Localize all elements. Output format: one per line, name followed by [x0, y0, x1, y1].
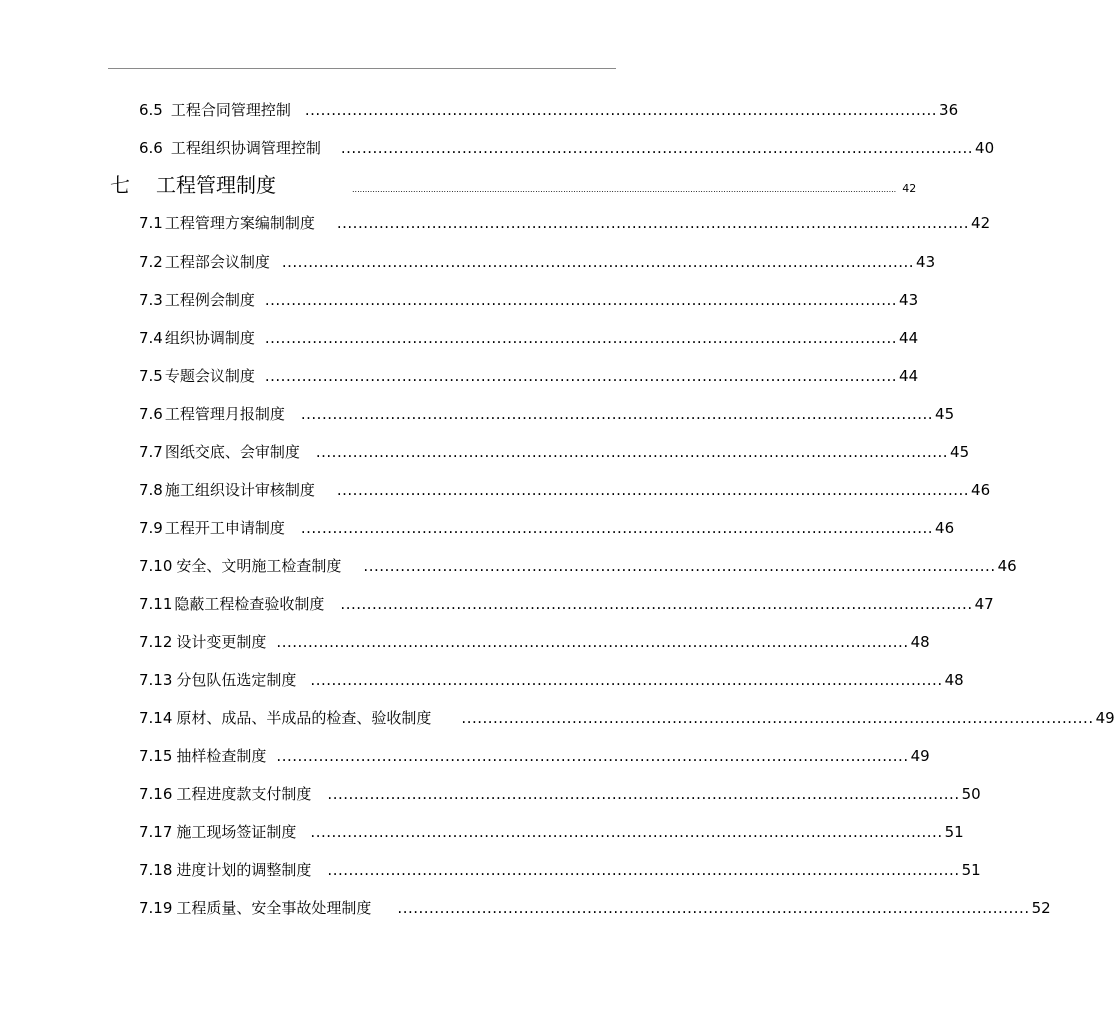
- toc-entry-page: 43: [899, 291, 919, 309]
- dot-leader: ........................................................................................................................: [315, 443, 949, 461]
- toc-entry-page: 44: [899, 367, 919, 385]
- toc-entry-7-5[interactable]: [139, 366, 919, 386]
- toc-entry-page: 51: [961, 861, 981, 879]
- toc-entry-7-15[interactable]: [139, 746, 930, 766]
- toc-entry-title: 设计变更制度: [176, 633, 267, 651]
- toc-chapter-7[interactable]: [110, 173, 917, 200]
- toc-entry-title: 施工现场签证制度: [176, 823, 297, 841]
- toc-entry-title: 工程管理方案编制制度: [164, 214, 315, 232]
- toc-entry-number: 7.6: [139, 405, 163, 423]
- toc-entry-title: 原材、成品、半成品的检查、验收制度: [176, 709, 432, 727]
- toc-entry-page: 48: [944, 671, 964, 689]
- toc-entry-page: 46: [935, 519, 955, 537]
- toc-entry-number: 7.15: [139, 747, 173, 765]
- dot-leader: ........................................................................................................................: [340, 595, 973, 613]
- toc-entry-page: 48: [910, 633, 930, 651]
- toc-entry-number: 7.17: [139, 823, 173, 841]
- toc-entry-title: 抽样检查制度: [176, 747, 267, 765]
- header-rule: [108, 68, 616, 69]
- toc-entry-number: 7.10: [139, 557, 173, 575]
- toc-entry-page: 46: [971, 481, 991, 499]
- toc-entry-title: 工程质量、安全事故处理制度: [176, 899, 372, 917]
- dot-leader: ........................................................................................................................: [461, 709, 1094, 727]
- toc-entry-7-11[interactable]: [139, 594, 994, 614]
- chapter-title: 工程管理制度: [156, 173, 276, 197]
- toc-entry-7-1[interactable]: [139, 213, 991, 233]
- toc-entry-number: 7.5: [139, 367, 163, 385]
- toc-entry-title: 隐蔽工程检查验收制度: [174, 595, 325, 613]
- dot-leader: ......................................................................................................................................................................................................................: [352, 185, 897, 194]
- toc-entry-7-14[interactable]: [139, 708, 1115, 728]
- chapter-number: 七: [110, 173, 130, 197]
- toc-entry-number: 7.16: [139, 785, 173, 803]
- toc-entry-number: 7.12: [139, 633, 173, 651]
- dot-leader: ........................................................................................................................: [300, 405, 934, 423]
- toc-entry-number: 7.4: [139, 329, 163, 347]
- dot-leader: ........................................................................................................................: [264, 367, 898, 385]
- dot-leader: ........................................................................................................................: [340, 139, 974, 157]
- toc-entry-page: 43: [916, 253, 936, 271]
- dot-leader: ........................................................................................................................: [300, 519, 934, 537]
- dot-leader: ........................................................................................................................: [397, 899, 1030, 917]
- toc-entry-7-4[interactable]: [139, 328, 919, 348]
- toc-entry-7-9[interactable]: [139, 518, 955, 538]
- chapter-page: 42: [902, 182, 917, 195]
- toc-entry-page: 52: [1031, 899, 1051, 917]
- toc-entry-title: 工程进度款支付制度: [176, 785, 312, 803]
- toc-entry-7-19[interactable]: [139, 898, 1051, 918]
- dot-leader: ........................................................................................................................: [281, 253, 915, 271]
- toc-entry-number: 7.2: [139, 253, 163, 271]
- toc-entry-page: 50: [961, 785, 981, 803]
- dot-leader: ........................................................................................................................: [336, 481, 970, 499]
- dot-leader: ........................................................................................................................: [264, 329, 898, 347]
- toc-entry-title: 图纸交底、会审制度: [164, 443, 300, 461]
- toc-entry-title: 工程管理月报制度: [164, 405, 285, 423]
- toc-entry-title: 工程合同管理控制: [170, 101, 291, 119]
- toc-entry-6-6[interactable]: [139, 138, 995, 158]
- toc-entry-7-13[interactable]: [139, 670, 964, 690]
- toc-entry-7-18[interactable]: [139, 860, 981, 880]
- toc-entry-number: 7.8: [139, 481, 163, 499]
- toc-entry-page: 40: [975, 139, 995, 157]
- toc-entry-number: 7.9: [139, 519, 163, 537]
- toc-entry-number: 7.19: [139, 899, 173, 917]
- toc-entry-page: 45: [935, 405, 955, 423]
- toc-entry-7-10[interactable]: [139, 556, 1017, 576]
- dot-leader: ........................................................................................................................: [276, 633, 909, 651]
- toc-entry-page: 42: [971, 214, 991, 232]
- toc-entry-7-2[interactable]: [139, 252, 936, 272]
- toc-entry-page: 46: [997, 557, 1017, 575]
- toc-entry-7-7[interactable]: [139, 442, 970, 462]
- toc-entry-7-6[interactable]: [139, 404, 955, 424]
- toc-entry-title: 专题会议制度: [164, 367, 255, 385]
- toc-entry-number: 7.14: [139, 709, 173, 727]
- toc-entry-number: 7.1: [139, 214, 163, 232]
- toc-entry-page: 44: [899, 329, 919, 347]
- dot-leader: ........................................................................................................................: [276, 747, 909, 765]
- toc-entry-title: 工程开工申请制度: [164, 519, 285, 537]
- toc-entry-title: 进度计划的调整制度: [176, 861, 312, 879]
- toc-entry-page: 36: [939, 101, 959, 119]
- toc-entry-7-17[interactable]: [139, 822, 964, 842]
- toc-entry-number: 6.6: [139, 139, 163, 157]
- dot-leader: ........................................................................................................................: [310, 823, 943, 841]
- toc-entry-title: 施工组织设计审核制度: [164, 481, 315, 499]
- dot-leader: ........................................................................................................................: [310, 671, 943, 689]
- toc-entry-7-3[interactable]: [139, 290, 919, 310]
- toc-entry-title: 组织协调制度: [164, 329, 255, 347]
- dot-leader: ........................................................................................................................: [304, 101, 938, 119]
- toc-entry-number: 7.7: [139, 443, 163, 461]
- toc-entry-page: 49: [910, 747, 930, 765]
- toc-entry-number: 7.13: [139, 671, 173, 689]
- toc-entry-title: 工程例会制度: [164, 291, 255, 309]
- toc-entry-page: 51: [944, 823, 964, 841]
- toc-entry-number: 7.11: [139, 595, 173, 613]
- toc-entry-7-12[interactable]: [139, 632, 930, 652]
- toc-entry-title: 安全、文明施工检查制度: [176, 557, 342, 575]
- toc-entry-page: 47: [974, 595, 994, 613]
- toc-entry-page: 49: [1095, 709, 1115, 727]
- toc-entry-number: 7.18: [139, 861, 173, 879]
- dot-leader: ........................................................................................................................: [264, 291, 898, 309]
- toc-entry-page: 45: [950, 443, 970, 461]
- dot-leader: ........................................................................................................................: [327, 861, 960, 879]
- toc-entry-7-8[interactable]: [139, 480, 991, 500]
- toc-entry-number: 7.3: [139, 291, 163, 309]
- toc-entry-6-5[interactable]: [139, 100, 959, 120]
- toc-entry-title: 分包队伍选定制度: [176, 671, 297, 689]
- dot-leader: ........................................................................................................................: [336, 214, 970, 232]
- dot-leader: ........................................................................................................................: [363, 557, 996, 575]
- toc-entry-title: 工程组织协调管理控制: [170, 139, 321, 157]
- toc-entry-title: 工程部会议制度: [164, 253, 270, 271]
- toc-entry-7-16[interactable]: [139, 784, 981, 804]
- toc-entry-number: 6.5: [139, 101, 163, 119]
- dot-leader: ........................................................................................................................: [327, 785, 960, 803]
